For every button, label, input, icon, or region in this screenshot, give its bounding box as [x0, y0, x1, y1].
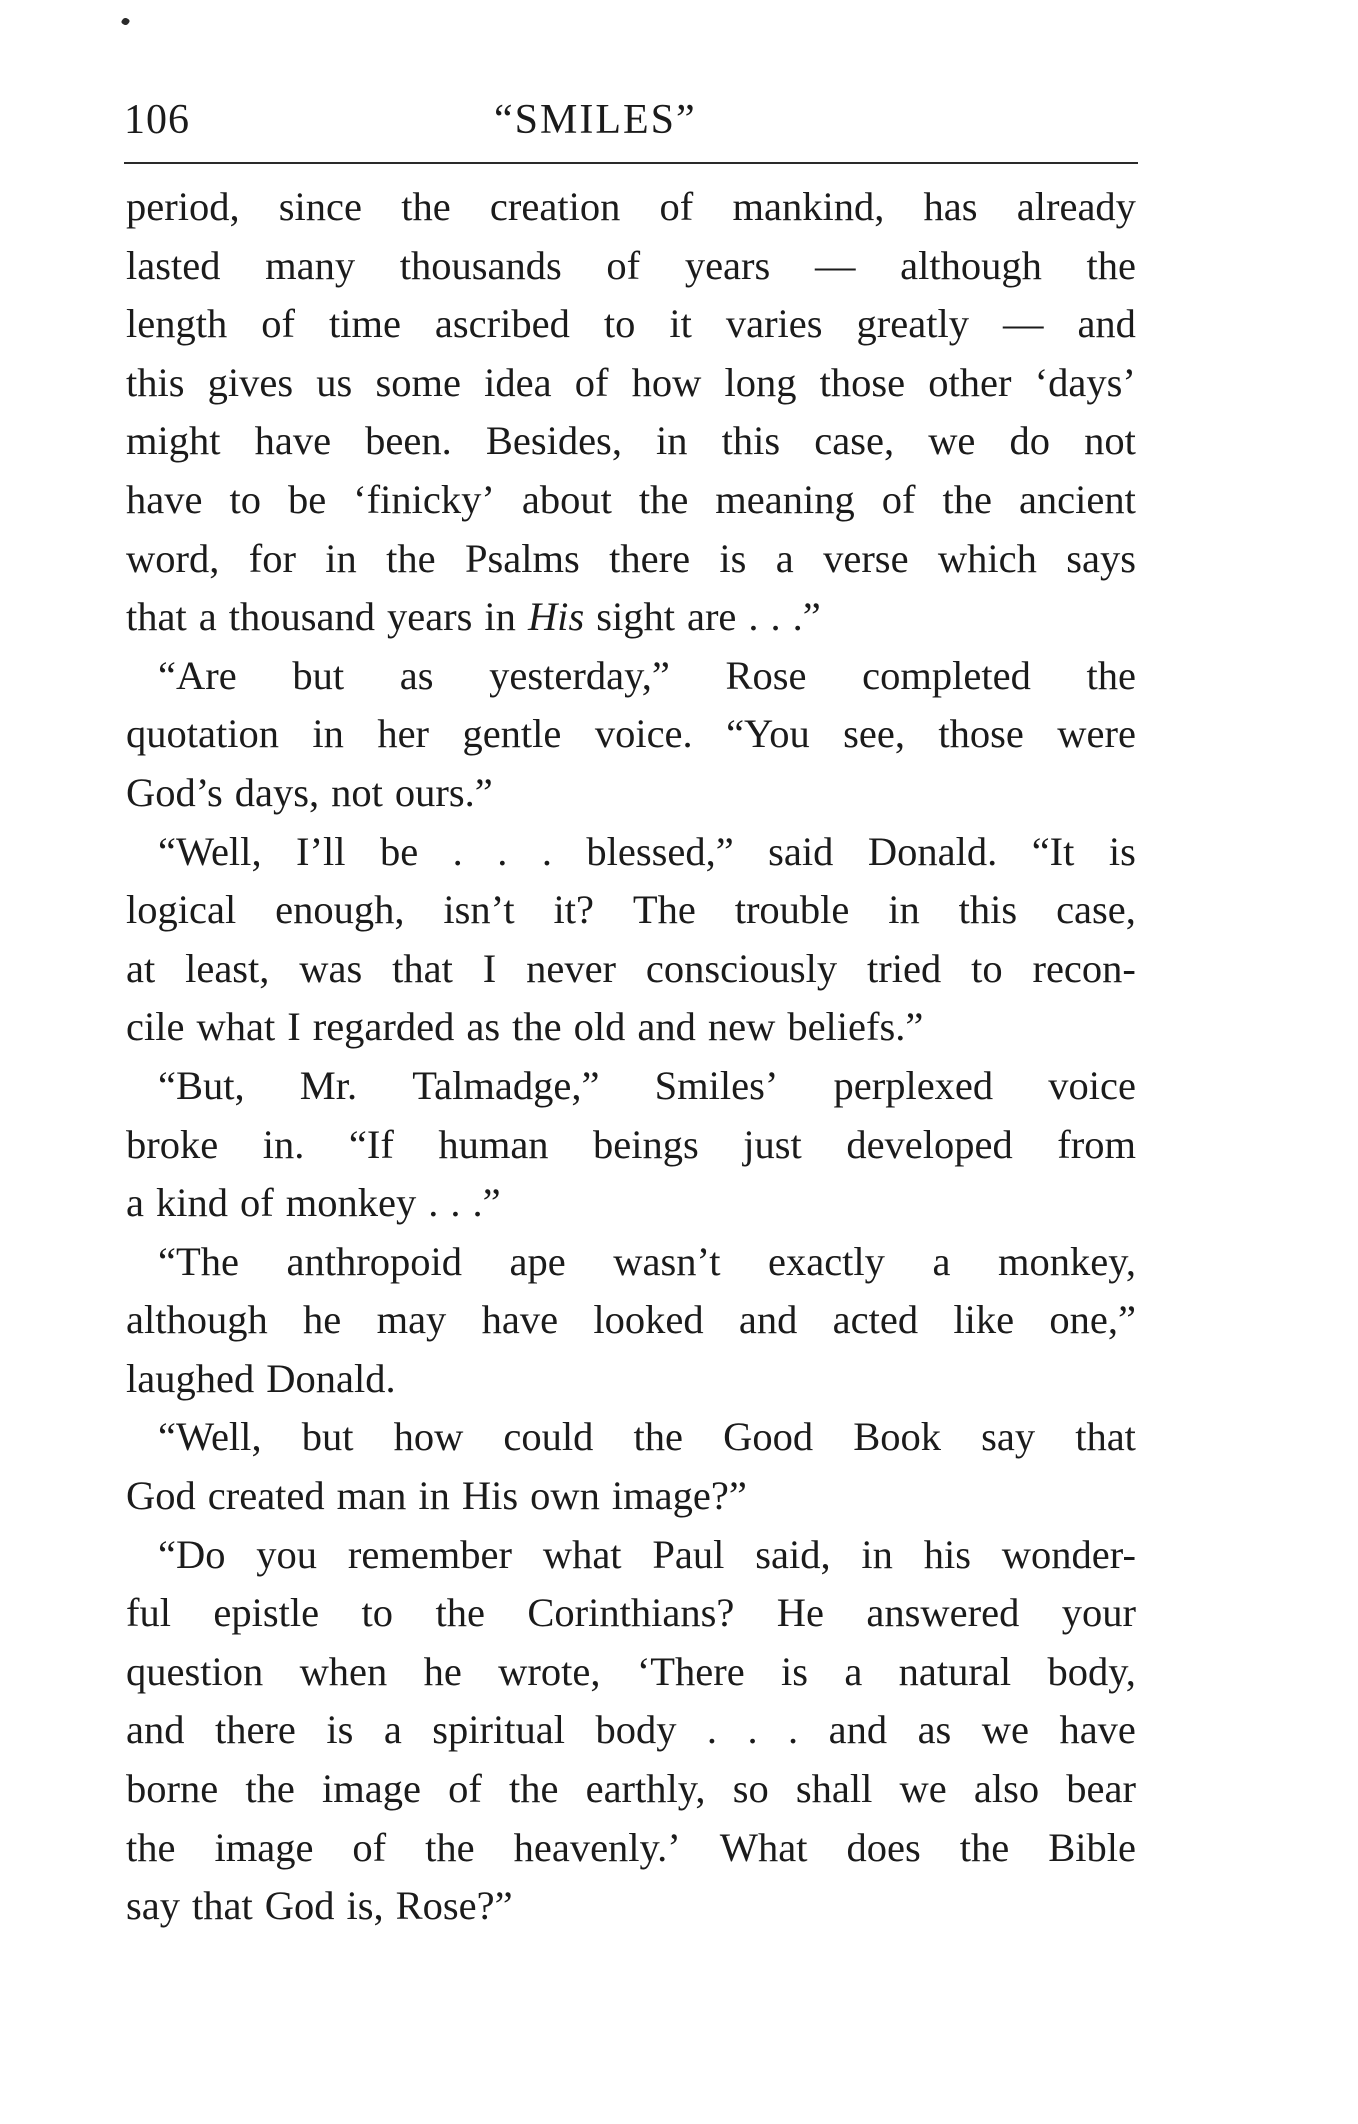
word: I — [287, 1004, 301, 1050]
word: period, — [126, 184, 240, 229]
word: beliefs.” — [787, 1004, 924, 1050]
word: those — [938, 711, 1024, 757]
text-line — [126, 1408, 1136, 1467]
word: gives — [207, 359, 294, 405]
word: Rose?” — [395, 1883, 513, 1929]
text-line — [126, 178, 1136, 237]
word: “Well, — [158, 1414, 262, 1460]
ink-speck — [121, 17, 131, 27]
word: monkey — [285, 1180, 417, 1226]
word: the — [508, 1766, 559, 1812]
word: “But, — [158, 1062, 245, 1108]
word: human — [438, 1121, 549, 1167]
word: and — [828, 1707, 888, 1753]
word: how — [631, 359, 702, 405]
word: yesterday,” — [489, 652, 670, 698]
word: . — [452, 828, 463, 874]
word: to — [971, 945, 1003, 991]
word: image?” — [611, 1473, 747, 1519]
word: the — [512, 1004, 562, 1050]
word: lasted — [126, 242, 221, 288]
word: is — [1108, 828, 1136, 874]
word: wonder- — [1001, 1531, 1136, 1577]
word: this — [721, 418, 781, 464]
word: been. — [365, 418, 452, 464]
word: “It — [1031, 828, 1075, 874]
word: us — [316, 359, 353, 405]
word: like — [953, 1297, 1015, 1343]
word: case, — [1056, 887, 1136, 933]
word: Book — [853, 1414, 941, 1460]
word: what — [196, 1004, 276, 1050]
word: the — [633, 1414, 683, 1460]
word: acted — [832, 1297, 919, 1343]
word: anthropoid — [286, 1238, 462, 1284]
word: although — [900, 242, 1042, 288]
word: Bible — [1048, 1824, 1136, 1870]
word: said, — [755, 1531, 831, 1577]
word: in — [861, 1531, 893, 1577]
word: Corinthians? — [527, 1590, 735, 1636]
word: gentle — [462, 711, 562, 757]
word: many — [265, 242, 356, 288]
word: long — [724, 359, 797, 405]
word: wrote, — [498, 1648, 601, 1694]
word: of — [574, 359, 609, 405]
word: tried — [867, 945, 942, 991]
word: have — [126, 476, 203, 522]
text-line — [126, 1819, 1136, 1878]
word: other — [928, 359, 1012, 405]
word: at — [126, 945, 156, 991]
word: meaning — [715, 476, 855, 522]
word: of — [352, 1824, 387, 1870]
word: ape — [509, 1238, 566, 1284]
word: to — [229, 476, 261, 522]
text-line — [126, 588, 1136, 647]
word: . — [747, 1707, 758, 1753]
word: and — [1077, 301, 1136, 347]
word: the — [245, 1766, 295, 1812]
word: also — [973, 1766, 1040, 1812]
word: and — [126, 1707, 185, 1753]
word: your — [1061, 1590, 1136, 1636]
word: was — [299, 945, 363, 991]
word: natural — [898, 1648, 1012, 1694]
word: is — [781, 1648, 809, 1694]
word: a — [126, 1180, 144, 1226]
text-line — [126, 1760, 1136, 1819]
word: ascribed — [434, 301, 570, 347]
word: Paul — [652, 1531, 725, 1577]
word: from — [1057, 1121, 1136, 1167]
text-line — [126, 705, 1136, 764]
word: image — [321, 1766, 421, 1812]
word: you — [256, 1531, 318, 1577]
text-line — [126, 412, 1136, 471]
text-line — [126, 1350, 1136, 1409]
word: . — [541, 828, 552, 874]
word: of — [261, 301, 295, 347]
word: own — [530, 1473, 600, 1519]
word: . — [748, 594, 759, 640]
text-line — [126, 1057, 1136, 1116]
word: have — [254, 418, 332, 464]
text-line — [126, 1233, 1136, 1292]
word: voice. — [594, 711, 693, 757]
word: we — [981, 1707, 1029, 1753]
text-line — [126, 1643, 1136, 1702]
text-line — [126, 1174, 1136, 1233]
word: said — [768, 828, 834, 874]
word: new — [707, 1004, 776, 1050]
word: years — [386, 594, 473, 640]
word: The — [632, 887, 696, 933]
word: case, — [814, 418, 895, 464]
word: Good — [723, 1414, 814, 1460]
word: as — [917, 1707, 952, 1753]
word: there — [609, 535, 691, 581]
word: but — [292, 652, 345, 698]
word: a — [844, 1648, 863, 1694]
word: have — [1059, 1707, 1136, 1753]
word: Smiles’ — [654, 1062, 779, 1108]
running-head — [124, 96, 1138, 156]
word: I’ll — [296, 828, 346, 874]
word: Psalms — [464, 535, 580, 581]
word: God’s — [126, 769, 223, 815]
word: created — [207, 1473, 325, 1519]
word: years — [684, 242, 771, 288]
word: says — [1066, 535, 1136, 581]
word: earthly, — [585, 1766, 706, 1812]
word: so — [732, 1766, 769, 1812]
text-line — [126, 764, 1136, 823]
word: word, — [126, 535, 220, 581]
word: regarded — [312, 1004, 455, 1050]
word: ‘finicky’ — [353, 476, 495, 522]
word: is — [326, 1707, 354, 1753]
word: to — [603, 301, 636, 347]
word: time — [328, 301, 401, 347]
word: “Well, — [158, 828, 262, 874]
word: the — [425, 1824, 475, 1870]
word: do — [1009, 418, 1051, 464]
word: in — [656, 418, 688, 464]
word: ‘days’ — [1034, 359, 1136, 405]
body-text — [126, 178, 1136, 1936]
word: since — [278, 184, 363, 229]
word: in — [484, 594, 516, 640]
word: see, — [843, 711, 905, 757]
word: kind — [155, 1180, 228, 1226]
text-line — [126, 354, 1136, 413]
word: in — [888, 887, 920, 933]
word: .” — [472, 1180, 501, 1226]
word: could — [503, 1414, 594, 1460]
word: the — [1086, 652, 1136, 698]
word: looked — [593, 1297, 704, 1343]
word: recon- — [1032, 945, 1136, 991]
word: laughed — [126, 1355, 255, 1401]
word: thousand — [228, 594, 375, 640]
word: does — [846, 1824, 921, 1870]
word: the — [942, 476, 992, 522]
word: shall — [795, 1766, 873, 1812]
word: . — [788, 1707, 799, 1753]
word: logical — [126, 887, 237, 933]
word: be — [379, 828, 419, 874]
word: just — [743, 1121, 802, 1167]
word: remember — [347, 1531, 513, 1577]
word: voice — [1048, 1062, 1136, 1108]
word: blessed,” — [586, 828, 734, 874]
word: for — [248, 535, 296, 581]
word: in. — [262, 1121, 305, 1167]
word: body, — [1047, 1648, 1136, 1694]
word: He — [776, 1590, 824, 1636]
word: although — [126, 1297, 268, 1343]
word: the — [401, 184, 451, 229]
text-line — [126, 940, 1136, 999]
word: enough, — [275, 887, 405, 933]
word: thousands — [399, 242, 562, 288]
word: might — [126, 418, 221, 464]
word: creation — [489, 184, 621, 229]
word: already — [1016, 184, 1136, 229]
word: Talmadge,” — [412, 1062, 600, 1108]
word: completed — [862, 652, 1031, 698]
word: it? — [553, 887, 594, 933]
word: epistle — [213, 1590, 320, 1636]
word: has — [923, 184, 978, 229]
word: when — [299, 1648, 388, 1694]
text-line — [126, 1116, 1136, 1175]
word: answered — [866, 1590, 1020, 1636]
word: man — [336, 1473, 407, 1519]
word: God — [264, 1883, 335, 1929]
word: old — [573, 1004, 626, 1050]
word: in — [325, 535, 357, 581]
word: length — [126, 301, 228, 347]
word: . — [428, 1180, 439, 1226]
word: of — [881, 476, 916, 522]
text-line — [126, 471, 1136, 530]
word: his — [923, 1531, 971, 1577]
word: there — [214, 1707, 296, 1753]
word: question — [126, 1648, 264, 1694]
word: “The — [158, 1238, 239, 1284]
word: a — [383, 1707, 402, 1753]
word: the — [959, 1824, 1010, 1870]
word: say — [126, 1883, 180, 1929]
word: which — [937, 535, 1037, 581]
word: Besides, — [485, 418, 622, 464]
word: Mr. — [299, 1062, 358, 1108]
word: we — [899, 1766, 947, 1812]
word: His — [461, 1473, 519, 1519]
word: what — [542, 1531, 622, 1577]
word: varies — [725, 301, 823, 347]
word: . — [450, 1180, 461, 1226]
word: some — [375, 359, 461, 405]
word: borne — [126, 1766, 219, 1812]
word: the — [435, 1590, 485, 1636]
text-line — [126, 1526, 1136, 1585]
word: he — [303, 1297, 342, 1343]
word: to — [361, 1590, 394, 1636]
word: is, — [346, 1883, 384, 1929]
word: image — [214, 1824, 314, 1870]
word: that — [392, 945, 453, 991]
word: God — [126, 1473, 196, 1519]
word: exactly — [768, 1238, 885, 1284]
page-number: 106 — [124, 97, 190, 143]
word: — — [814, 242, 856, 288]
word: spiritual — [432, 1707, 565, 1753]
text-line — [126, 1467, 1136, 1526]
word: . — [497, 828, 508, 874]
word: never — [526, 945, 617, 991]
text-line — [126, 237, 1136, 296]
word: . — [770, 594, 781, 640]
word: that — [192, 1883, 253, 1929]
word: one,” — [1049, 1297, 1136, 1343]
word: a — [198, 594, 217, 640]
word: bear — [1066, 1766, 1136, 1812]
word: body — [595, 1707, 677, 1753]
word: heavenly.’ — [513, 1824, 681, 1870]
word: the — [126, 1824, 176, 1870]
word: wasn’t — [613, 1238, 721, 1284]
word: ful — [126, 1590, 171, 1636]
word: a — [932, 1238, 951, 1284]
word: in — [312, 711, 344, 757]
word: of — [448, 1766, 482, 1812]
running-title: “SMILES” — [494, 97, 697, 143]
word: the — [386, 535, 436, 581]
word: Rose — [725, 652, 807, 698]
word: ‘There — [636, 1648, 745, 1694]
word: we — [928, 418, 976, 464]
word: mankind, — [732, 184, 885, 229]
word: may — [376, 1297, 447, 1343]
word: quotation — [126, 711, 279, 757]
word: it — [669, 301, 692, 347]
word: have — [481, 1297, 559, 1343]
header-rule — [124, 162, 1138, 164]
word: cile — [126, 1004, 185, 1050]
word: — — [1002, 301, 1044, 347]
word: in — [418, 1473, 450, 1519]
word: I — [482, 945, 497, 991]
word: about — [521, 476, 612, 522]
word: His — [527, 594, 585, 640]
word: beings — [593, 1121, 699, 1167]
word: verse — [823, 535, 909, 581]
text-line — [126, 1584, 1136, 1643]
word: Donald. — [867, 828, 998, 874]
word: are — [686, 594, 737, 640]
word: greatly — [856, 301, 969, 347]
word: a — [775, 535, 794, 581]
text-line — [126, 1877, 1136, 1936]
word: “Are — [158, 652, 237, 698]
word: and — [738, 1297, 798, 1343]
word: of — [606, 242, 641, 288]
word: how — [393, 1414, 464, 1460]
word: What — [719, 1824, 808, 1870]
word: ours.” — [394, 769, 493, 815]
word: the — [1086, 242, 1136, 288]
word: as — [399, 652, 434, 698]
word: say — [981, 1414, 1036, 1460]
text-line — [126, 1291, 1136, 1350]
word: monkey, — [997, 1238, 1136, 1284]
word: isn’t — [443, 887, 515, 933]
word: he — [423, 1648, 462, 1694]
word: of — [659, 184, 694, 229]
word: this — [126, 359, 185, 405]
text-line — [126, 295, 1136, 354]
text-line — [126, 530, 1136, 589]
word: days, — [234, 769, 320, 815]
word: be — [287, 476, 327, 522]
word: . — [706, 1707, 718, 1753]
word: is — [719, 535, 747, 581]
word: Donald. — [266, 1355, 396, 1401]
word: not — [331, 769, 383, 815]
text-line — [126, 647, 1136, 706]
word: were — [1057, 711, 1136, 757]
word: her — [377, 711, 430, 757]
text-line — [126, 823, 1136, 882]
word: .” — [792, 594, 821, 640]
word: sight — [596, 594, 675, 640]
word: that — [1075, 1414, 1136, 1460]
word: “If — [348, 1121, 394, 1167]
text-line — [126, 998, 1136, 1057]
word: trouble — [734, 887, 850, 933]
text-line — [126, 1701, 1136, 1760]
word: but — [301, 1414, 354, 1460]
word: not — [1084, 418, 1136, 464]
word: those — [819, 359, 906, 405]
text-line — [126, 881, 1136, 940]
word: consciously — [645, 945, 838, 991]
word: ancient — [1018, 476, 1136, 522]
word: as — [466, 1004, 501, 1050]
word: this — [958, 887, 1018, 933]
word: of — [240, 1180, 274, 1226]
word: “Do — [158, 1531, 226, 1577]
word: “You — [726, 711, 810, 757]
word: least, — [185, 945, 270, 991]
word: perplexed — [833, 1062, 994, 1108]
word: that — [126, 594, 187, 640]
word: broke — [126, 1121, 219, 1167]
word: idea — [484, 359, 552, 405]
word: and — [637, 1004, 696, 1050]
word: the — [638, 476, 689, 522]
word: developed — [846, 1121, 1013, 1167]
